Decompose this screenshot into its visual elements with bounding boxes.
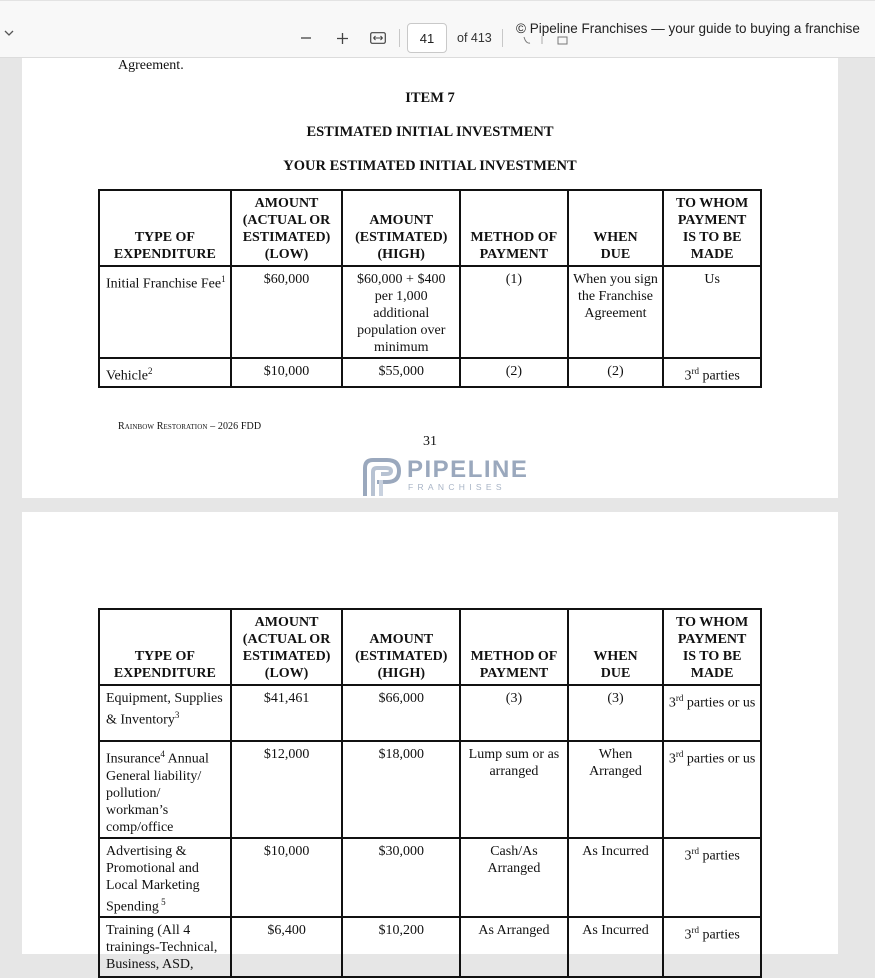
cell-when: As Incurred bbox=[568, 838, 664, 918]
investment-table bbox=[98, 189, 762, 388]
plus-icon bbox=[336, 32, 349, 45]
cell-high: $60,000 + $400 per 1,000 additional population over minimum bbox=[342, 266, 460, 358]
toolbar-divider bbox=[502, 29, 503, 47]
cell-method: (3) bbox=[460, 685, 568, 741]
footer-doc-name: Rainbow Restoration – 2026 FDD bbox=[118, 421, 262, 432]
page-total-label: of 413 bbox=[457, 31, 492, 45]
page-number: 31 bbox=[423, 434, 437, 449]
cell-method: (2) bbox=[460, 358, 568, 387]
cell-high: $66,000 bbox=[342, 685, 460, 741]
cell-high: $55,000 bbox=[342, 358, 460, 387]
document-page bbox=[22, 58, 838, 498]
cell-when: (2) bbox=[568, 358, 664, 387]
table-row bbox=[99, 685, 761, 741]
column-header-low: AMOUNT (ACTUAL OR ESTIMATED) (LOW) bbox=[231, 190, 343, 266]
cell-whom: 3rd parties or us bbox=[663, 685, 761, 741]
chevron-down-icon[interactable] bbox=[4, 29, 14, 39]
cell-whom: 3rd parties bbox=[663, 917, 761, 977]
cell-whom: 3rd parties bbox=[663, 358, 761, 387]
column-header-low: AMOUNT (ACTUAL OR ESTIMATED) (LOW) bbox=[231, 609, 343, 685]
cell-method: As Arranged bbox=[460, 917, 568, 977]
column-header-high: AMOUNT (ESTIMATED) (HIGH) bbox=[342, 609, 460, 685]
cell-high: $10,200 bbox=[342, 917, 460, 977]
cell-type: Vehicle$^2$ bbox=[99, 358, 231, 387]
pipeline-logo bbox=[361, 456, 529, 498]
table-header-row bbox=[99, 609, 761, 685]
rotate-icon[interactable] bbox=[522, 34, 568, 49]
footnote-marker: 5 bbox=[158, 896, 166, 907]
column-header-when: WHEN DUE bbox=[568, 190, 664, 266]
cell-when: (3) bbox=[568, 685, 664, 741]
table-row bbox=[99, 266, 761, 358]
footnote-marker: 1 bbox=[221, 274, 226, 284]
cell-high: $30,000 bbox=[342, 838, 460, 918]
cell-type: Initial Franchise Fee$^1$ bbox=[99, 266, 231, 358]
footnote-marker: 3 bbox=[174, 710, 180, 720]
footnote-marker: rd bbox=[675, 693, 684, 703]
cell-low: $41,461 bbox=[231, 685, 343, 741]
text-fragment: Agreement. bbox=[118, 58, 184, 73]
footnote-marker: 4 bbox=[160, 749, 165, 759]
column-header-type: TYPE OF EXPENDITURE bbox=[99, 609, 231, 685]
footnote-marker: rd bbox=[691, 845, 699, 856]
footnote-marker: rd bbox=[691, 925, 699, 936]
fit-width-icon bbox=[370, 32, 386, 44]
minus-icon bbox=[300, 32, 312, 44]
page-number-input[interactable] bbox=[407, 23, 447, 53]
logo-wordmark: PIPELINE bbox=[407, 456, 529, 483]
cell-method: (1) bbox=[460, 266, 568, 358]
cell-whom: Us bbox=[663, 266, 761, 358]
cell-method: Cash/As Arranged bbox=[460, 838, 568, 918]
cell-method: Lump sum or as arranged bbox=[460, 741, 568, 838]
document-page bbox=[22, 512, 838, 973]
watermark-text: © Pipeline Franchises — your guide to buying a franchise bbox=[516, 21, 860, 36]
column-header-type: TYPE OF EXPENDITURE bbox=[99, 190, 231, 266]
column-header-method: METHOD OF PAYMENT bbox=[460, 609, 568, 685]
cell-type: Insurance$^4$ Annual General liability/ pollution/ workman’s comp/office bbox=[99, 741, 231, 838]
cell-type: Advertising & Promotional and Local Marketing Spending $^5$ bbox=[99, 838, 231, 918]
investment-table-continued bbox=[98, 608, 762, 978]
table-row bbox=[99, 741, 761, 838]
cell-when: When you sign the Franchise Agreement bbox=[568, 266, 664, 358]
cell-type: Training (All 4 trainings-Technical, Business, ASD, bbox=[99, 917, 231, 977]
table-header-row bbox=[99, 190, 761, 266]
pdf-toolbar bbox=[0, 0, 875, 58]
fit-width-button[interactable] bbox=[364, 24, 392, 52]
table-row bbox=[99, 917, 761, 977]
cell-high: $18,000 bbox=[342, 741, 460, 838]
cell-low: $6,400 bbox=[231, 917, 343, 977]
column-header-whom: TO WHOM PAYMENT IS TO BE MADE bbox=[663, 609, 761, 685]
zoom-in-button[interactable] bbox=[328, 24, 356, 52]
section-heading: ESTIMATED INITIAL INVESTMENT bbox=[306, 124, 554, 140]
cell-when: When Arranged bbox=[568, 741, 664, 838]
zoom-out-button[interactable] bbox=[292, 24, 320, 52]
table-row bbox=[99, 838, 761, 918]
cell-type: Equipment, Supplies & Inventory$^3$ bbox=[99, 685, 231, 741]
footnote-marker: rd bbox=[675, 749, 684, 759]
table-title: YOUR ESTIMATED INITIAL INVESTMENT bbox=[283, 158, 577, 174]
item-heading: ITEM 7 bbox=[405, 90, 455, 106]
column-header-when: WHEN DUE bbox=[568, 609, 664, 685]
pipeline-logo-icon bbox=[361, 456, 405, 498]
column-header-whom: TO WHOM PAYMENT IS TO BE MADE bbox=[663, 190, 761, 266]
column-header-high: AMOUNT (ESTIMATED) (HIGH) bbox=[342, 190, 460, 266]
logo-subtitle: FRANCHISES bbox=[408, 482, 506, 492]
toolbar-divider bbox=[399, 29, 400, 47]
footnote-marker: rd bbox=[691, 366, 699, 376]
cell-low: $60,000 bbox=[231, 266, 343, 358]
cell-low: $10,000 bbox=[231, 358, 343, 387]
cell-low: $12,000 bbox=[231, 741, 343, 838]
footnote-marker: 2 bbox=[147, 366, 153, 376]
cell-when: As Incurred bbox=[568, 917, 664, 977]
cell-whom: 3rd parties or us bbox=[663, 741, 761, 838]
table-row bbox=[99, 358, 761, 387]
cell-whom: 3rd parties bbox=[663, 838, 761, 918]
cell-low: $10,000 bbox=[231, 838, 343, 918]
column-header-method: METHOD OF PAYMENT bbox=[460, 190, 568, 266]
